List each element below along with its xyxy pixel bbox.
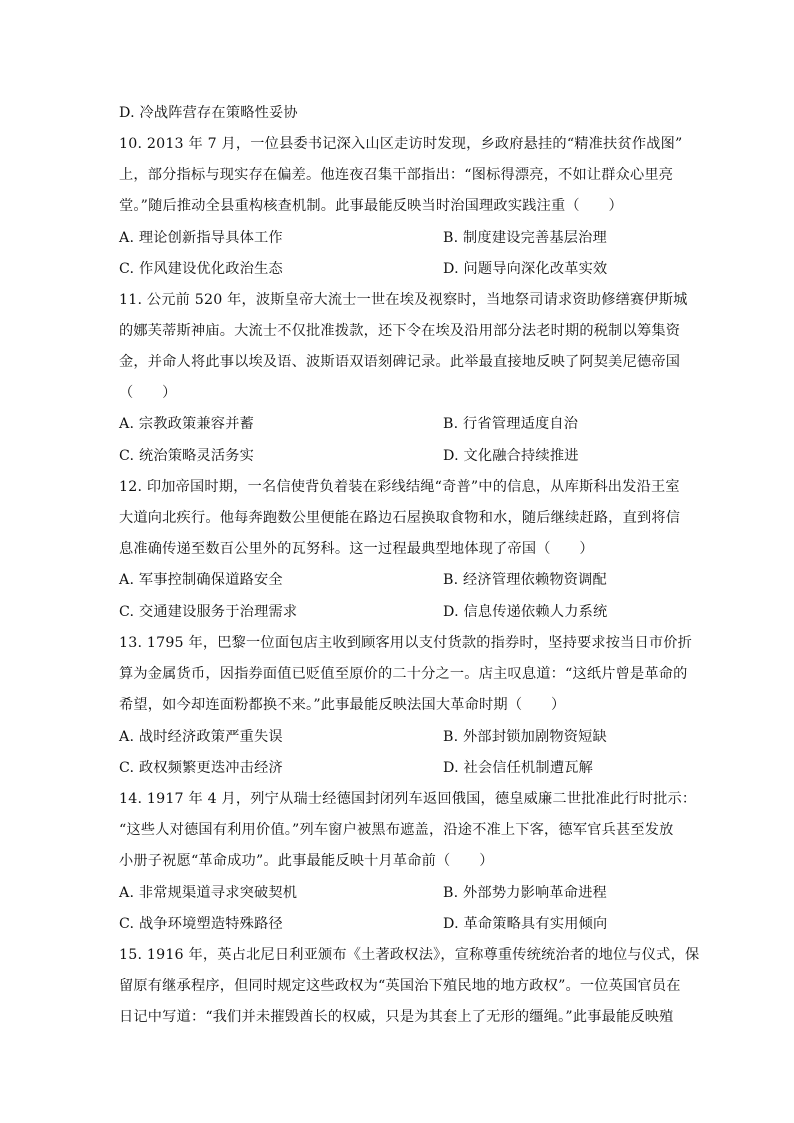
option-c-q10: C. 作风建设优化政治生态 [119,261,283,277]
question-15-line-1: 15. 1916 年，英占北尼日利亚颁布《土著政权法》，宣称尊重传统统治者的地位与仪式，保 [119,947,700,963]
question-13-line-3: 希望，如今却连面粉都换不来。”此事最能反映法国大革命时期（ ） [119,697,566,713]
option-c-q14: C. 战争环境塑造特殊路径 [119,916,283,932]
option-b-q11: B. 行省管理适度自治 [443,416,579,432]
question-15-line-3: 日记中写道：“我们并未摧毁酋长的权威，只是为其套上了无形的缰绳。”此事最能反映殖 [119,1009,674,1025]
question-12-line-1: 12. 印加帝国时期，一名信使背负着装在彩线结绳“奇普”中的信息，从库斯科出发沿王室 [119,479,680,495]
question-14-line-2: “这些人对德国有利用价值。”列车窗户被黑布遮盖，沿途不准上下客，德军官兵甚至发放 [119,822,674,838]
option-c-q12: C. 交通建设服务于治理需求 [119,604,298,620]
option-b-q10: B. 制度建设完善基层治理 [443,230,607,246]
question-11-line-2: 的娜芙蒂斯神庙。大流士不仅批准拨款，还下令在埃及沿用部分法老时期的税制以筹集资 [119,323,681,339]
option-d-q9: D. 冷战阵营存在策略性妥协 [119,105,298,121]
option-a-q12: A. 军事控制确保道路安全 [119,572,283,588]
option-d-q13: D. 社会信任机制遭瓦解 [443,760,593,776]
option-d-q12: D. 信息传递依赖人力系统 [443,604,608,620]
question-12-line-3: 息准确传递至数百公里外的瓦努科。这一过程最典型地体现了帝国（ ） [119,541,594,557]
option-c-q13: C. 政权频繁更迭冲击经济 [119,760,283,776]
question-14-line-3: 小册子祝愿“革命成功”。此事最能反映十月革命前（ ） [119,853,494,869]
option-d-q11: D. 文化融合持续推进 [443,448,579,464]
option-a-q13: A. 战时经济政策严重失误 [119,729,283,745]
question-10-line-1: 10. 2013 年 7 月，一位县委书记深入山区走访时发现，乡政府悬挂的“精准扶贫作战图” [119,136,683,152]
question-11-line-3: 金，并命人将此事以埃及语、波斯语双语刻碑记录。此举最直接地反映了阿契美尼德帝国 [119,354,681,370]
question-12-line-2: 大道向北疾行。他每奔跑数公里便能在路边石屋换取食物和水，随后继续赶路，直到将信 [119,510,681,526]
question-13-line-2: 算为金属货币，因指券面值已贬值至原价的二十分之一。店主叹息道：“这纸片曾是革命的 [119,666,688,682]
question-10-line-3: 堂。”随后推动全县重构核查机制。此事最能反映当时治国理政实践注重（ ） [119,198,623,214]
option-a-q10: A. 理论创新指导具体工作 [119,230,283,246]
option-b-q12: B. 经济管理依赖物资调配 [443,572,607,588]
option-c-q11: C. 统治策略灵活务实 [119,448,255,464]
option-d-q10: D. 问题导向深化改革实效 [443,261,608,277]
question-10-line-2: 上，部分指标与现实存在偏差。他连夜召集干部指出：“图标得漂亮，不如让群众心里亮 [119,167,674,183]
question-13-line-1: 13. 1795 年，巴黎一位面包店主收到顾客用以支付货款的指券时，坚持要求按当日市价折 [119,635,693,651]
option-a-q11: A. 宗教政策兼容并蓄 [119,416,254,432]
question-15-line-2: 留原有继承程序，但同时规定这些政权为“英国治下殖民地的地方政权”。一位英国官员在 [119,978,681,994]
option-b-q13: B. 外部封锁加剧物资短缺 [443,729,607,745]
question-11-line-1: 11. 公元前 520 年，波斯皇帝大流士一世在埃及视察时，当地祭司请求资助修缮赛伊斯城 [119,292,688,308]
option-b-q14: B. 外部势力影响革命进程 [443,885,607,901]
question-11-line-4: （ ） [119,385,177,401]
option-d-q14: D. 革命策略具有实用倾向 [443,916,608,932]
question-14-line-1: 14. 1917 年 4 月，列宁从瑞士经德国封闭列车返回俄国，德皇威廉二世批准此行时批示： [119,791,697,807]
option-a-q14: A. 非常规渠道寻求突破契机 [119,885,298,901]
